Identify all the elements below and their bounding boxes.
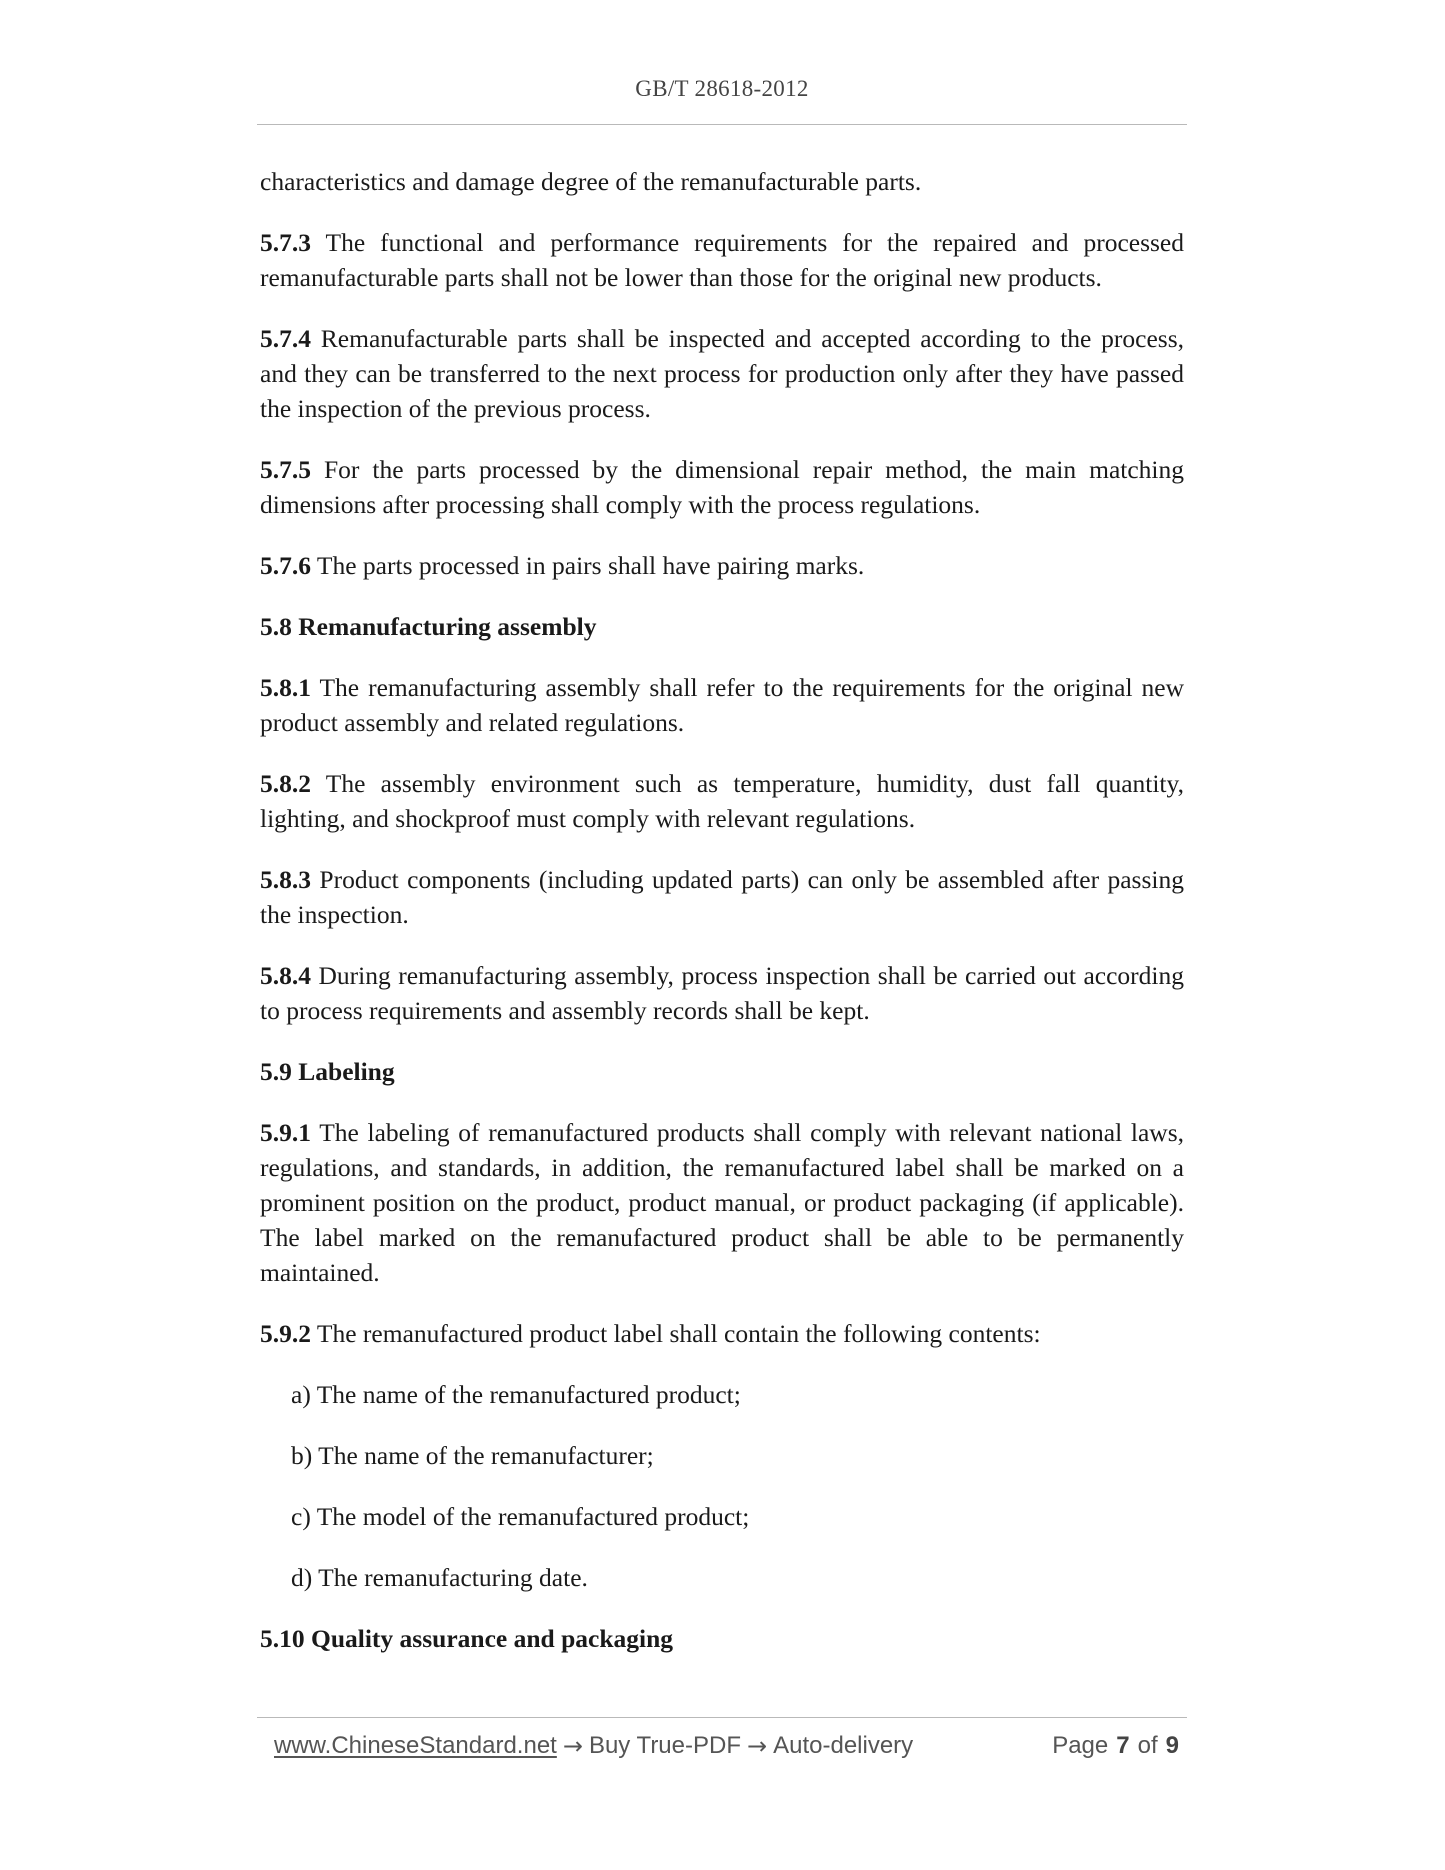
list-item-d: d) The remanufacturing date.: [291, 1563, 588, 1592]
clause-text: Remanufacturable parts shall be inspected and accepted according to the process, and they can be transferred to the next process for production only after they have passed the inspection of the previous process.: [260, 324, 1184, 423]
clause-5-8-2: [260, 766, 1184, 836]
clause-5-8-1: [260, 670, 1184, 740]
list-item-a: a) The name of the remanufactured product;: [291, 1380, 741, 1409]
clause-5-9-2: [260, 1316, 1184, 1351]
footer-divider: [257, 1717, 1187, 1718]
document-body: [260, 164, 1184, 1682]
clause-5-7-6: [260, 548, 1184, 583]
section-heading-5-10: 5.10 Quality assurance and packaging: [260, 1624, 674, 1653]
clause-number: 5.7.4: [260, 324, 311, 353]
page-header: [257, 76, 1187, 102]
clause-text: The parts processed in pairs shall have pairing marks.: [311, 551, 865, 580]
clause-5-8-4: [260, 958, 1184, 1028]
clause-text: For the parts processed by the dimensional repair method, the main matching dimensions after processing shall comply with the process regulations.: [260, 455, 1184, 519]
header-divider: [257, 124, 1187, 125]
clause-number: 5.7.3: [260, 228, 311, 257]
clause-5-7-3: [260, 225, 1184, 295]
auto-delivery-text: Auto-delivery: [773, 1732, 914, 1759]
clause-number: 5.8.3: [260, 865, 311, 894]
clause-text: The remanufacturing assembly shall refer to the requirements for the original new product assembly and related regulations.: [260, 673, 1184, 737]
clause-number: 5.8.2: [260, 769, 311, 798]
clause-number: 5.7.6: [260, 551, 311, 580]
page-current: 7: [1116, 1732, 1130, 1759]
list-item-c: c) The model of the remanufactured product;: [291, 1502, 750, 1531]
paragraph-continuation: characteristics and damage degree of the remanufacturable parts.: [260, 167, 922, 196]
clause-text: The functional and performance requirements for the repaired and processed remanufacturable parts shall not be lower than those for the original new products.: [260, 228, 1184, 292]
page-label: Page: [1052, 1732, 1109, 1759]
document-id: GB/T 28618-2012: [635, 76, 809, 101]
clause-text: The remanufactured product label shall contain the following contents:: [311, 1319, 1041, 1348]
clause-number: 5.9.2: [260, 1319, 311, 1348]
page-footer: [274, 1732, 1179, 1760]
clause-text: During remanufacturing assembly, process inspection shall be carried out according to process requirements and assembly records shall be kept.: [260, 961, 1184, 1025]
clause-number: 5.9.1: [260, 1118, 311, 1147]
site-link[interactable]: www.ChineseStandard.net: [274, 1732, 557, 1759]
page-of-label: of: [1137, 1732, 1158, 1759]
arrow-right-icon: →: [747, 1732, 768, 1760]
clause-5-7-4: [260, 321, 1184, 426]
clause-number: 5.8.1: [260, 673, 311, 702]
list-item-b: b) The name of the remanufacturer;: [291, 1441, 654, 1470]
clause-text: Product components (including updated parts) can only be assembled after passing the inspection.: [260, 865, 1184, 929]
buy-true-pdf-text: Buy True-PDF: [588, 1732, 741, 1759]
clause-text: The labeling of remanufactured products shall comply with relevant national laws, regulations, and standards, in addition, the remanufactured label shall be marked on a prominent position on the product, product manual, or product packaging (if applicable). The label marked on the remanufactured product shall be able to be permanently maintained.: [260, 1118, 1184, 1287]
clause-number: 5.8.4: [260, 961, 311, 990]
section-heading-5-8: 5.8 Remanufacturing assembly: [260, 612, 597, 641]
arrow-right-icon: →: [562, 1732, 583, 1760]
clause-5-9-1: [260, 1115, 1184, 1290]
section-heading-5-9: 5.9 Labeling: [260, 1057, 395, 1086]
clause-number: 5.7.5: [260, 455, 311, 484]
clause-5-7-5: [260, 452, 1184, 522]
clause-text: The assembly environment such as temperature, humidity, dust fall quantity, lighting, and shockproof must comply with relevant regulations.: [260, 769, 1184, 833]
clause-5-8-3: [260, 862, 1184, 932]
page-total: 9: [1165, 1732, 1179, 1759]
